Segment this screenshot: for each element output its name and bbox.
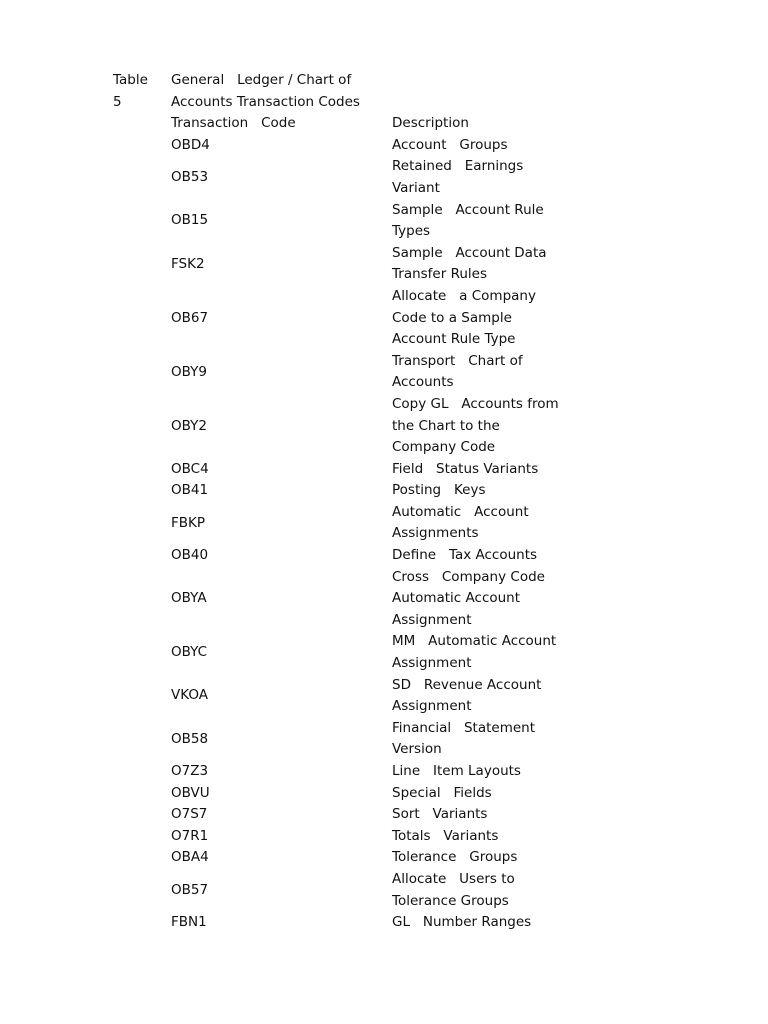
transaction-code-cell: VKOA <box>171 687 208 704</box>
header-transaction-code: Transaction Code <box>171 115 296 132</box>
table-row <box>113 718 593 761</box>
description-cell: Sample Account Rule Types <box>392 201 544 240</box>
transaction-code-cell: OB53 <box>171 169 209 186</box>
table-row <box>113 394 593 459</box>
transaction-code-cell: O7R1 <box>171 827 209 844</box>
description-cell: Automatic Account Assignments <box>392 503 529 542</box>
table-row <box>113 761 593 783</box>
description-cell: Account Groups <box>392 136 508 153</box>
transaction-code-cell: OB67 <box>171 309 209 326</box>
description-cell: Define Tax Accounts <box>392 547 538 564</box>
table-row <box>113 804 593 826</box>
transaction-code-cell: OB41 <box>171 482 209 499</box>
description-cell: Transport Chart of Accounts <box>392 352 523 391</box>
description-cell: Sample Account Data Transfer Rules <box>392 244 547 283</box>
header-description: Description <box>392 115 469 132</box>
description-cell: Financial Statement Version <box>392 719 536 758</box>
table-header-row <box>113 113 593 135</box>
transaction-code-cell: OBA4 <box>171 849 209 866</box>
description-cell: Line Item Layouts <box>392 763 521 779</box>
table-row <box>113 826 593 848</box>
description-cell: Copy GL Accounts from the Chart to the Company Code <box>392 395 559 456</box>
table-row <box>113 912 593 934</box>
table-row <box>113 783 593 805</box>
transaction-code-cell: OBYC <box>171 644 208 661</box>
transaction-codes-table <box>113 70 593 934</box>
transaction-code-cell: OB15 <box>171 212 209 229</box>
table-label: Table 5 <box>113 72 148 110</box>
description-cell: Retained Earnings Variant <box>392 158 524 196</box>
transaction-code-cell: O7Z3 <box>171 763 209 779</box>
transaction-code-cell: OB40 <box>171 547 209 564</box>
transaction-code-cell: FBN1 <box>171 914 207 931</box>
table-row <box>113 243 593 286</box>
table-caption: General Ledger / Chart of Accounts Transaction Codes <box>171 72 360 110</box>
table-row <box>113 459 593 481</box>
table-row <box>113 675 593 718</box>
table-row <box>113 480 593 502</box>
table-row <box>113 869 593 912</box>
transaction-code-cell: OBVU <box>171 784 210 801</box>
table-row <box>113 286 593 351</box>
transaction-code-cell: O7S7 <box>171 806 208 823</box>
description-cell: Special Fields <box>392 784 492 801</box>
description-cell: Field Status Variants <box>392 460 539 477</box>
table-row <box>113 502 593 545</box>
transaction-code-cell: FSK2 <box>171 255 205 272</box>
table-row <box>113 847 593 869</box>
transaction-code-cell: FBKP <box>171 514 206 531</box>
transaction-code-cell: OBC4 <box>171 460 209 477</box>
description-cell: GL Number Ranges <box>392 914 532 931</box>
description-cell: Cross Company Code Automatic Account Assignment <box>392 568 545 628</box>
description-cell: Sort Variants <box>392 806 488 823</box>
table-body <box>113 135 593 934</box>
description-cell: Totals Variants <box>392 827 499 844</box>
table-caption-row <box>113 70 593 113</box>
description-cell: MM Automatic Account Assignment <box>392 633 557 672</box>
table-row <box>113 200 593 243</box>
table-row <box>113 567 593 632</box>
table-row <box>113 545 593 567</box>
table-row <box>113 135 593 157</box>
transaction-code-cell: OB58 <box>171 730 209 747</box>
table-row <box>113 351 593 394</box>
table-row <box>113 631 593 674</box>
transaction-code-cell: OBD4 <box>171 136 210 153</box>
transaction-code-cell: OB57 <box>171 881 209 898</box>
transaction-code-cell: OBY9 <box>171 363 207 380</box>
description-cell: Allocate a Company Code to a Sample Account Rule Type <box>392 287 536 348</box>
description-cell: Posting Keys <box>392 482 486 499</box>
transaction-code-cell: OBYA <box>171 590 207 607</box>
description-cell: Tolerance Groups <box>392 849 518 866</box>
description-cell: Allocate Users to Tolerance Groups <box>392 870 515 909</box>
table-row <box>113 156 593 199</box>
transaction-code-cell: OBY2 <box>171 417 207 434</box>
description-cell: SD Revenue Account Assignment <box>392 676 542 715</box>
